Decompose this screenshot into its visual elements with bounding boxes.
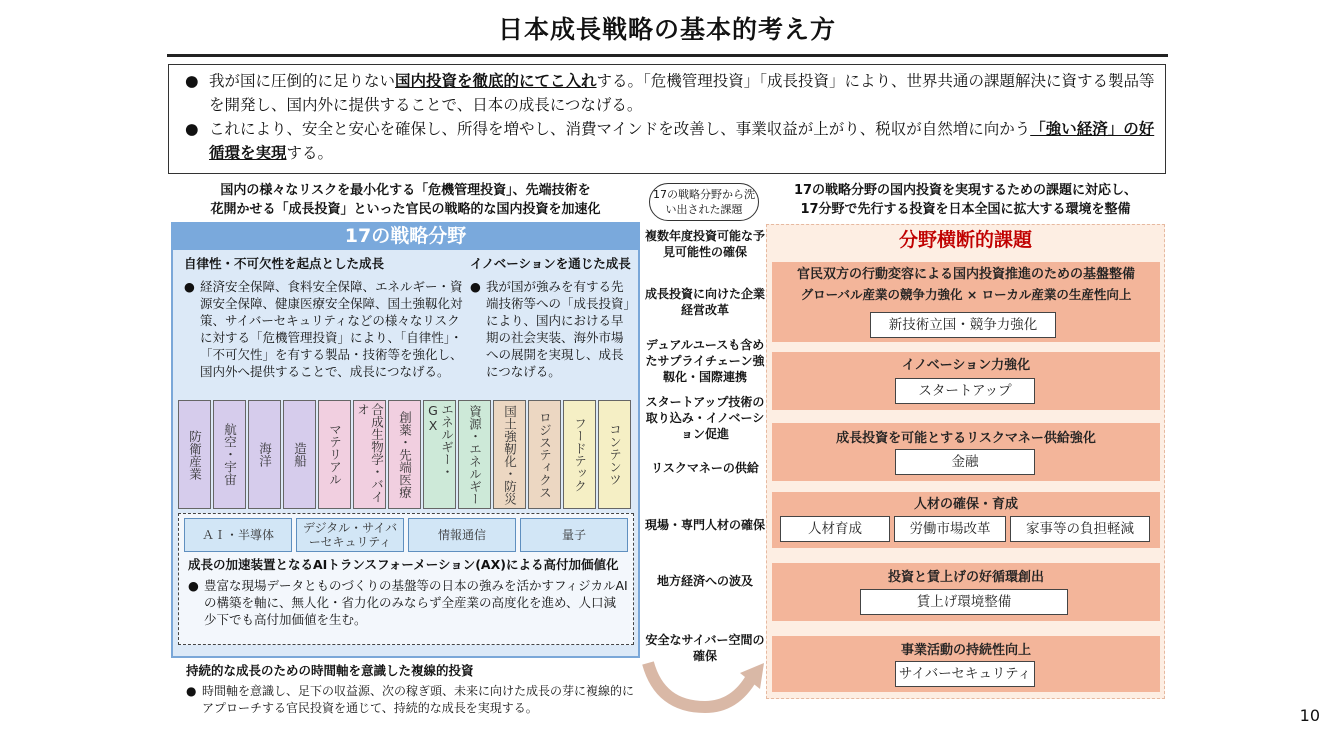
mid-issue: リスクマネーの供給 <box>651 461 759 475</box>
bottom-text: 時間軸を意識し、足下の収益源、次の稼ぎ頭、未来に向けた成長の芽に複線的にアプローチする官民投資を通じて、持続的な成長を実現する。 <box>202 684 635 715</box>
bullet-icon: ● <box>186 684 197 698</box>
innovation-text: 我が国が強みを有する先端技術等への「成長投資」により、国内における早期の社会実装、海外市場への展開を実現し、成長につなげる。 <box>486 279 630 379</box>
item-startup: スタートアップ <box>895 378 1035 404</box>
tech-box-digital: デジタル・サイバーセキュリティ <box>296 518 404 552</box>
bottom-bullet <box>186 683 636 717</box>
summary-emphasis: 「強い経済」の好循環を実現 <box>209 120 1155 162</box>
left-column-header <box>171 181 640 219</box>
autonomy-section <box>184 254 464 380</box>
bullet-icon: ● <box>185 120 199 138</box>
band-title: 成長投資を可能とするリスクマネー供給強化 <box>836 431 1096 446</box>
summary-text: これにより、安全と安心を確保し、所得を増やし、消費マインドを改善し、事業収益が上がり、税収が自然増に向かう <box>209 120 1031 138</box>
bullet-icon: ● <box>185 72 199 90</box>
field-box: 防衛産業 <box>178 400 211 509</box>
ax-text: 豊富な現場データとものづくりの基盤等の日本の強みを活かすフィジカルAIの構築を軸に、無人化・省力化のみならず全産業の高度化を進め、人口減少下でも高付加価値を生む。 <box>204 578 628 627</box>
band-title: 人材の確保・育成 <box>913 497 1018 512</box>
right-column-header <box>766 181 1165 219</box>
header-line: 17の戦略分野の国内投資を実現するための課題に対応し、 <box>793 183 1138 198</box>
band-subtitle: グローバル産業の競争力強化 × ローカル産業の生産性向上 <box>800 287 1132 302</box>
summary-bullet-1 <box>179 69 1155 117</box>
field-box: 造船 <box>283 400 316 509</box>
summary-text: する。 <box>286 144 334 162</box>
field-box: フードテック <box>563 400 596 509</box>
summary-bullet-2 <box>179 117 1155 165</box>
page-title: 日本成長戦略の基本的考え方 <box>497 15 836 44</box>
item-housework: 家事等の負担軽減 <box>1010 516 1150 542</box>
item-hr-dev: 人材育成 <box>780 516 890 542</box>
ax-section <box>188 556 628 628</box>
band-title: 投資と賃上げの好循環創出 <box>887 570 1044 585</box>
mid-issue: 複数年度投資可能な予見可能性の確保 <box>645 229 766 259</box>
header-line: 花開かせる「成長投資」といった官民の戦略的な国内投資を加速化 <box>210 202 601 217</box>
title-divider <box>167 54 1168 57</box>
bullet-icon: ● <box>184 279 195 294</box>
band-title: 官民双方の行動変容による国内投資推進のための基盤整備 <box>796 267 1135 282</box>
autonomy-text: 経済安全保障、食料安全保障、エネルギー・資源安全保障、健康医療安全保障、国土強靱化対策、サイバーセキュリティなどの様々なリスクに対する「危機管理投資」により、「自律性」・「不可欠性」を有する製品・技術等を強化し、国内外へ提供することで、成長につなげる。 <box>200 279 463 379</box>
summary-text: する。「危機管理投資」「成長投資」により、世界共通の課題解決に資する製品等を開発し、国内外に提供することで、日本の成長につなげる。 <box>209 72 1155 114</box>
cross-sector-title: 分野横断的課題 <box>898 229 1032 251</box>
field-box: 国土強靭化・防災 <box>493 400 526 509</box>
bullet-icon: ● <box>470 279 481 294</box>
band-title: 事業活動の持続性向上 <box>900 643 1031 658</box>
mid-issue: スタートアップ技術の取り込み・イノベーション促進 <box>645 395 765 441</box>
issues-oval: 17の戦略分野から洗い出された課題 <box>649 183 759 221</box>
strategy-fields-title: 17の戦略分野 <box>171 222 640 250</box>
item-labor-reform: 労働市場改革 <box>894 516 1006 542</box>
tech-box-ai: ＡＩ・半導体 <box>184 518 292 552</box>
mid-issue: 安全なサイバー空間の確保 <box>645 633 765 663</box>
bullet-icon: ● <box>188 578 199 593</box>
autonomy-bullet <box>184 278 464 380</box>
ax-bullet <box>188 577 628 628</box>
item-cyber: サイバーセキュリティ <box>895 661 1035 687</box>
header-line: 17分野で先行する投資を日本全国に拡大する環境を整備 <box>800 202 1131 217</box>
mid-issue: 現場・専門人材の確保 <box>645 518 766 532</box>
autonomy-heading: 自律性・不可欠性を起点とした成長 <box>184 256 385 271</box>
tech-box-quantum: 量子 <box>520 518 628 552</box>
header-line: 国内の様々なリスクを最小化する「危機管理投資」、先端技術を <box>220 183 591 198</box>
field-box: 海洋 <box>248 400 281 509</box>
field-box: 航空・宇宙 <box>213 400 246 509</box>
mid-issue: デュアルユースも含めたサプライチェーン強靱化・国際連携 <box>645 338 765 384</box>
mid-issue: 地方経済への波及 <box>656 574 753 588</box>
field-box: マテリアル <box>318 400 351 509</box>
summary-text: 我が国に圧倒的に足りない <box>209 72 396 90</box>
summary-emphasis: 国内投資を徹底的にてこ入れ <box>395 72 597 90</box>
page-number: 10 <box>1299 706 1320 725</box>
field-box: コンテンツ <box>598 400 631 509</box>
mid-issue: 成長投資に向けた企業経営改革 <box>645 287 766 317</box>
field-box: エネルギー・GX <box>423 400 456 509</box>
bottom-section <box>186 661 636 717</box>
field-box: 資源・エネルギー <box>458 400 491 509</box>
field-box: 創薬・先端医療 <box>388 400 421 509</box>
item-finance: 金融 <box>895 449 1035 475</box>
band-title: イノベーション力強化 <box>901 358 1031 373</box>
item-wage: 賃上げ環境整備 <box>860 589 1068 615</box>
field-box: 合成生物学・バイオ <box>353 400 386 509</box>
tech-box-comm: 情報通信 <box>408 518 516 552</box>
innovation-bullet <box>470 278 632 380</box>
field-box: ロジスティクス <box>528 400 561 509</box>
summary-box <box>168 64 1166 174</box>
cycle-arrow-icon <box>640 655 770 715</box>
innovation-section <box>470 254 632 380</box>
item-new-tech: 新技術立国・競争力強化 <box>870 312 1056 338</box>
bottom-heading: 持続的な成長のための時間軸を意識した複線的投資 <box>186 663 474 678</box>
innovation-heading: イノベーションを通じた成長 <box>470 256 631 271</box>
ax-heading: 成長の加速装置となるAIトランスフォーメーション(AX)による高付加価値化 <box>188 557 619 572</box>
